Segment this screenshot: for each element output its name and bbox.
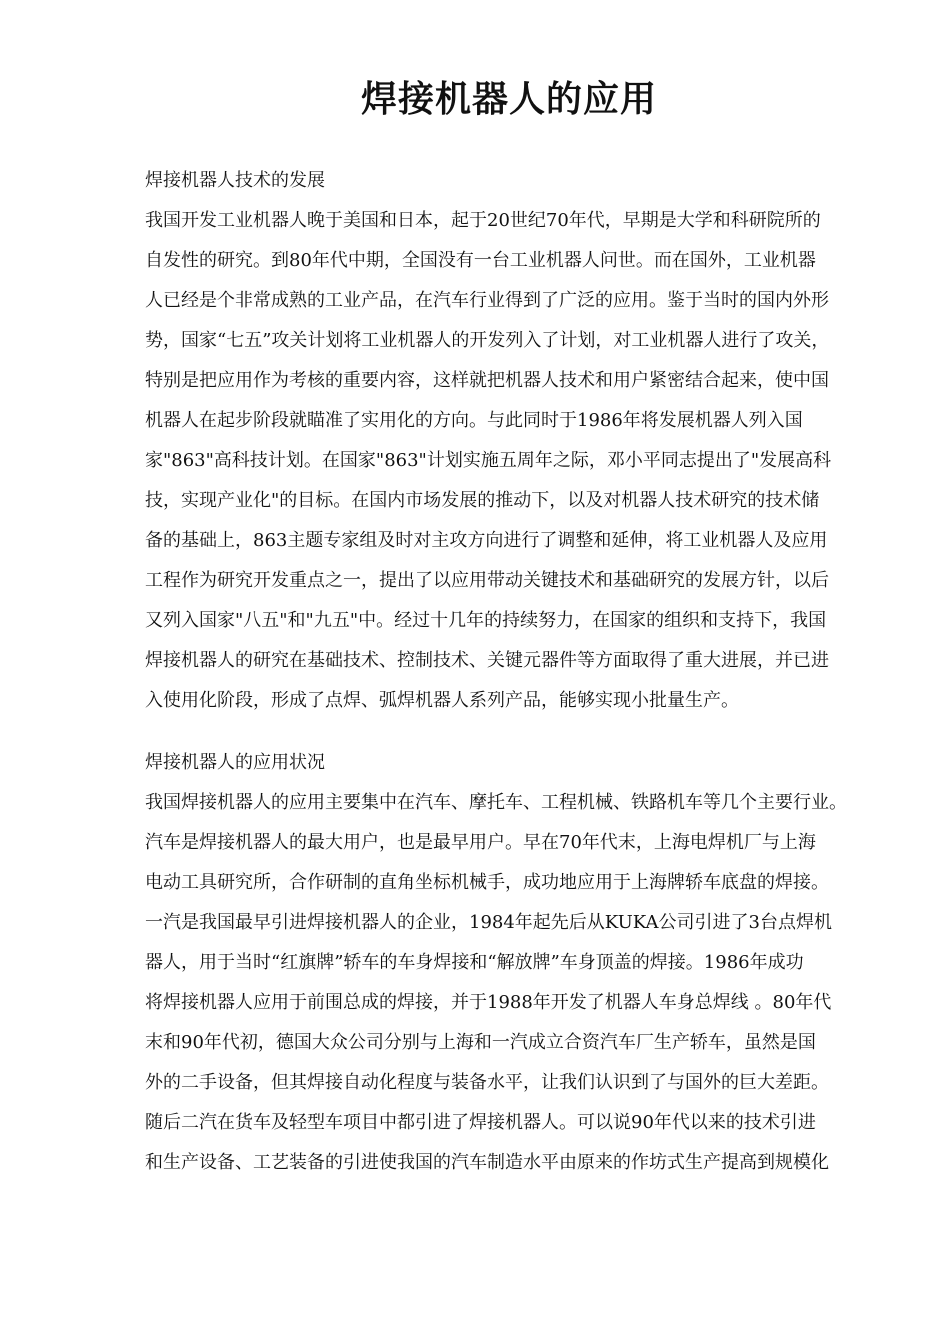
paragraph-line: 电动工具研究所，合作研制的直角坐标机械手，成功地应用于上海牌轿车底盘的焊接。 — [145, 872, 829, 893]
paragraph-line: 入使用化阶段，形成了点焊、弧焊机器人系列产品，能够实现小批量生产。 — [145, 690, 739, 711]
paragraph-line: 特别是把应用作为考核的重要内容，这样就把机器人技术和用户紧密结合起来，使中国 — [145, 370, 829, 391]
paragraph-line: 又列入国家"八五"和"九五"中。经过十几年的持续努力，在国家的组织和支持下，我国 — [145, 610, 827, 631]
paragraph-line: 人已经是个非常成熟的工业产品，在汽车行业得到了广泛的应用。鉴于当时的国内外形 — [145, 290, 829, 311]
section-heading: 焊接机器人技术的发展 — [145, 170, 325, 191]
paragraph-line: 自发性的研究。到80年代中期，全国没有一台工业机器人问世。而在国外，工业机器 — [145, 250, 816, 271]
paragraph-line: 势，国家“七五”攻关计划将工业机器人的开发列入了计划，对工业机器人进行了攻关， — [145, 330, 830, 351]
section-heading: 焊接机器人的应用状况 — [145, 752, 325, 773]
paragraph-line: 外的二手设备，但其焊接自动化程度与装备水平，让我们认识到了与国外的巨大差距。 — [145, 1072, 829, 1093]
paragraph-line: 末和90年代初，德国大众公司分别与上海和一汽成立合资汽车厂生产轿车，虽然是国 — [145, 1032, 816, 1053]
paragraph-line: 家"863"高科技计划。在国家"863"计划实施五周年之际，邓小平同志提出了"发展高科 — [145, 450, 832, 471]
paragraph-line: 将焊接机器人应用于前围总成的焊接，并于1988年开发了机器人车身总焊线 。80年代 — [145, 992, 832, 1013]
paragraph-line: 我国开发工业机器人晚于美国和日本，起于20世纪70年代，早期是大学和科研院所的 — [145, 210, 821, 231]
paragraph-line: 一汽是我国最早引进焊接机器人的企业，1984年起先后从KUKA公司引进了3台点焊机 — [145, 912, 832, 933]
paragraph-line: 焊接机器人的研究在基础技术、控制技术、关键元器件等方面取得了重大进展，并已进 — [145, 650, 829, 671]
paragraph-line: 技，实现产业化"的目标。在国内市场发展的推动下，以及对机器人技术研究的技术储 — [145, 490, 820, 511]
paragraph-line: 器人，用于当时“红旗牌”轿车的车身焊接和“解放牌”车身顶盖的焊接。1986年成功 — [145, 952, 804, 973]
paragraph-line: 汽车是焊接机器人的最大用户，也是最早用户。早在70年代末，上海电焊机厂与上海 — [145, 832, 816, 853]
paragraph-line: 和生产设备、工艺装备的引进使我国的汽车制造水平由原来的作坊式生产提高到规模化 — [145, 1152, 829, 1173]
document-title: 焊接机器人的应用 — [360, 79, 657, 120]
paragraph-line: 备的基础上，863主题专家组及时对主攻方向进行了调整和延伸，将工业机器人及应用 — [145, 530, 828, 551]
paragraph-line: 工程作为研究开发重点之一，提出了以应用带动关键技术和基础研究的发展方针，以后 — [145, 570, 829, 591]
paragraph-line: 机器人在起步阶段就瞄准了实用化的方向。与此同时于1986年将发展机器人列入国 — [145, 410, 803, 431]
paragraph-line: 我国焊接机器人的应用主要集中在汽车、摩托车、工程机械、铁路机车等几个主要行业。 — [145, 792, 847, 813]
paragraph-line: 随后二汽在货车及轻型车项目中都引进了焊接机器人。可以说90年代以来的技术引进 — [145, 1112, 816, 1133]
